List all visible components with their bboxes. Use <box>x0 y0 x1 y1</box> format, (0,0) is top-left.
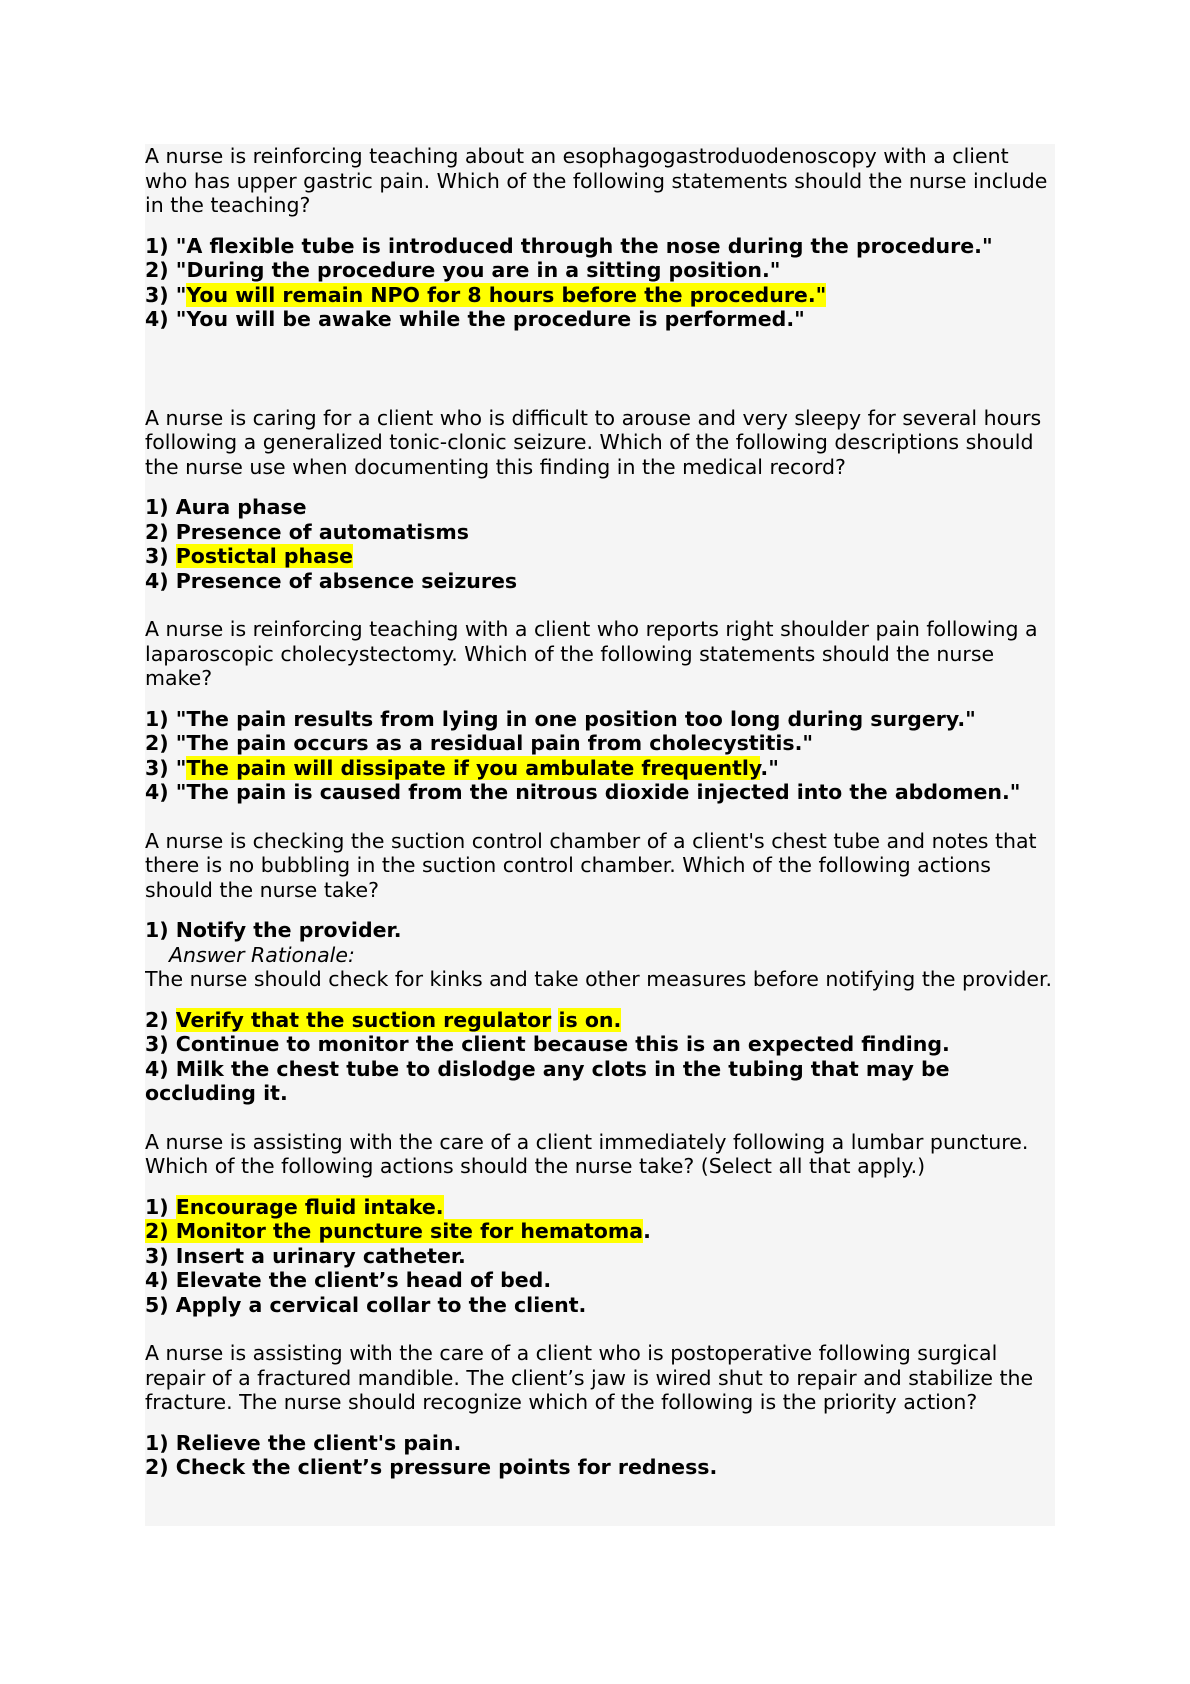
option-text: 4) Presence of absence seizures <box>145 568 518 593</box>
highlighted-answer: 2) Monitor the puncture site for hematoma <box>145 1219 644 1243</box>
option: 3) Continue to monitor the client because this is an expected finding. <box>145 1032 950 1056</box>
option <box>145 1244 1055 1269</box>
question-2 <box>145 406 1055 594</box>
question-stem: A nurse is assisting with the care of a client who is postoperative following surgical repair of a fractured mandible. The client’s jaw is wired shut to repair and stabilize the fracture. The nurse should recognize which of the following is the priority action? <box>145 1341 1034 1414</box>
option-text: 2) "During the procedure you are in a sitting position." <box>145 258 781 282</box>
section-gap <box>145 593 1055 617</box>
highlighted-answer: is on. <box>558 1007 622 1032</box>
question-5 <box>145 1130 1055 1318</box>
option-text: . <box>643 1219 651 1243</box>
question-stem: A nurse is reinforcing teaching with a client who reports right shoulder pain following a laparoscopic cholecystectomy. Which of the following statements should the nurse make? <box>145 617 1038 690</box>
section-gap <box>145 332 1055 406</box>
section-gap <box>145 1106 1055 1130</box>
question-stem: A nurse is caring for a client who is difficult to arouse and very sleepy for several hours following a generalized tonic-clonic seizure. Which of the following descriptions should the nurse use when documenting this finding in the medical record? <box>145 405 1042 479</box>
option-text: 4) "You will be awake while the procedure is performed." <box>145 307 805 331</box>
option-text: 1) Relieve the client's pain. <box>145 1430 462 1455</box>
highlighted-answer: Verify that the suction regulator <box>175 1007 552 1032</box>
option-text: 3) " <box>145 755 187 780</box>
option <box>145 495 1055 520</box>
option-text: 1) Aura phase <box>145 495 307 519</box>
option-text: 1) "The pain results from lying in one position too long during surgery." <box>145 706 976 731</box>
option-text: 3) <box>145 544 176 568</box>
rationale-label: Answer Rationale: <box>169 942 355 967</box>
highlighted-answer: Postictal phase <box>175 544 354 568</box>
question-4 <box>145 829 1055 1106</box>
option <box>145 234 1055 259</box>
document-body <box>145 144 1055 1526</box>
section-gap <box>145 805 1055 829</box>
option <box>145 756 1055 781</box>
option <box>145 1455 1055 1480</box>
option <box>145 1219 1055 1244</box>
option <box>145 283 1055 308</box>
option-text: 5) Apply a cervical collar to the client. <box>145 1292 587 1317</box>
option-text: 2) "The pain occurs as a residual pain from cholecystitis." <box>145 731 814 755</box>
question-6 <box>145 1341 1055 1480</box>
highlighted-answer: The pain will dissipate if you ambulate frequently <box>186 755 761 780</box>
question-1 <box>145 144 1055 332</box>
option <box>145 1431 1055 1456</box>
option-text: 2) <box>145 1007 176 1032</box>
option <box>145 707 1055 732</box>
option-text: 4) Elevate the client’s head of bed. <box>145 1268 552 1292</box>
highlighted-answer: Encourage fluid intake. <box>175 1194 444 1219</box>
option <box>145 544 1055 569</box>
question-stem: A nurse is checking the suction control chamber of a client's chest tube and notes that there is no bubbling in the suction control chamber. Which of the following actions should the nurse take? <box>145 828 1037 902</box>
option <box>145 780 1055 805</box>
option <box>145 307 1055 332</box>
option <box>145 1008 1055 1033</box>
option-text: ." <box>760 755 779 780</box>
option <box>145 731 1055 756</box>
question-3 <box>145 617 1055 805</box>
option-text: 1) "A flexible tube is introduced through the nose during the procedure." <box>145 233 993 258</box>
option-text: 2) Presence of automatisms <box>145 519 469 544</box>
option <box>145 258 1055 283</box>
option-text: 3) Insert a urinary catheter. <box>145 1243 466 1268</box>
option <box>145 520 1055 545</box>
question-stem: A nurse is assisting with the care of a client immediately following a lumbar puncture. Which of the following actions should the nurse take? (Select all that apply.) <box>145 1129 1029 1178</box>
question-stem: A nurse is reinforcing teaching about an esophagogastroduodenoscopy with a client who has upper gastric pain. Which of the following statements should the nurse include in the teaching? <box>145 144 1048 217</box>
rationale-text: The nurse should check for kinks and take other measures before notifying the provider. <box>145 967 1053 991</box>
option <box>145 569 1055 594</box>
option: 4) Milk the chest tube to dislodge any clots in the tubing that may be occluding it. <box>145 1056 950 1105</box>
section-gap <box>145 1317 1055 1341</box>
option: 1) Notify the provider. <box>145 918 402 942</box>
highlighted-answer: You will remain NPO for 8 hours before the procedure." <box>186 282 827 307</box>
option <box>145 1195 1055 1220</box>
option <box>145 1268 1055 1293</box>
option-text: 4) "The pain is caused from the nitrous dioxide injected into the abdomen." <box>145 780 1021 804</box>
option-text: 2) Check the client’s pressure points for redness. <box>145 1455 718 1479</box>
option-text: 1) <box>145 1194 176 1219</box>
option-text: 3) " <box>145 282 187 307</box>
option <box>145 1293 1055 1318</box>
